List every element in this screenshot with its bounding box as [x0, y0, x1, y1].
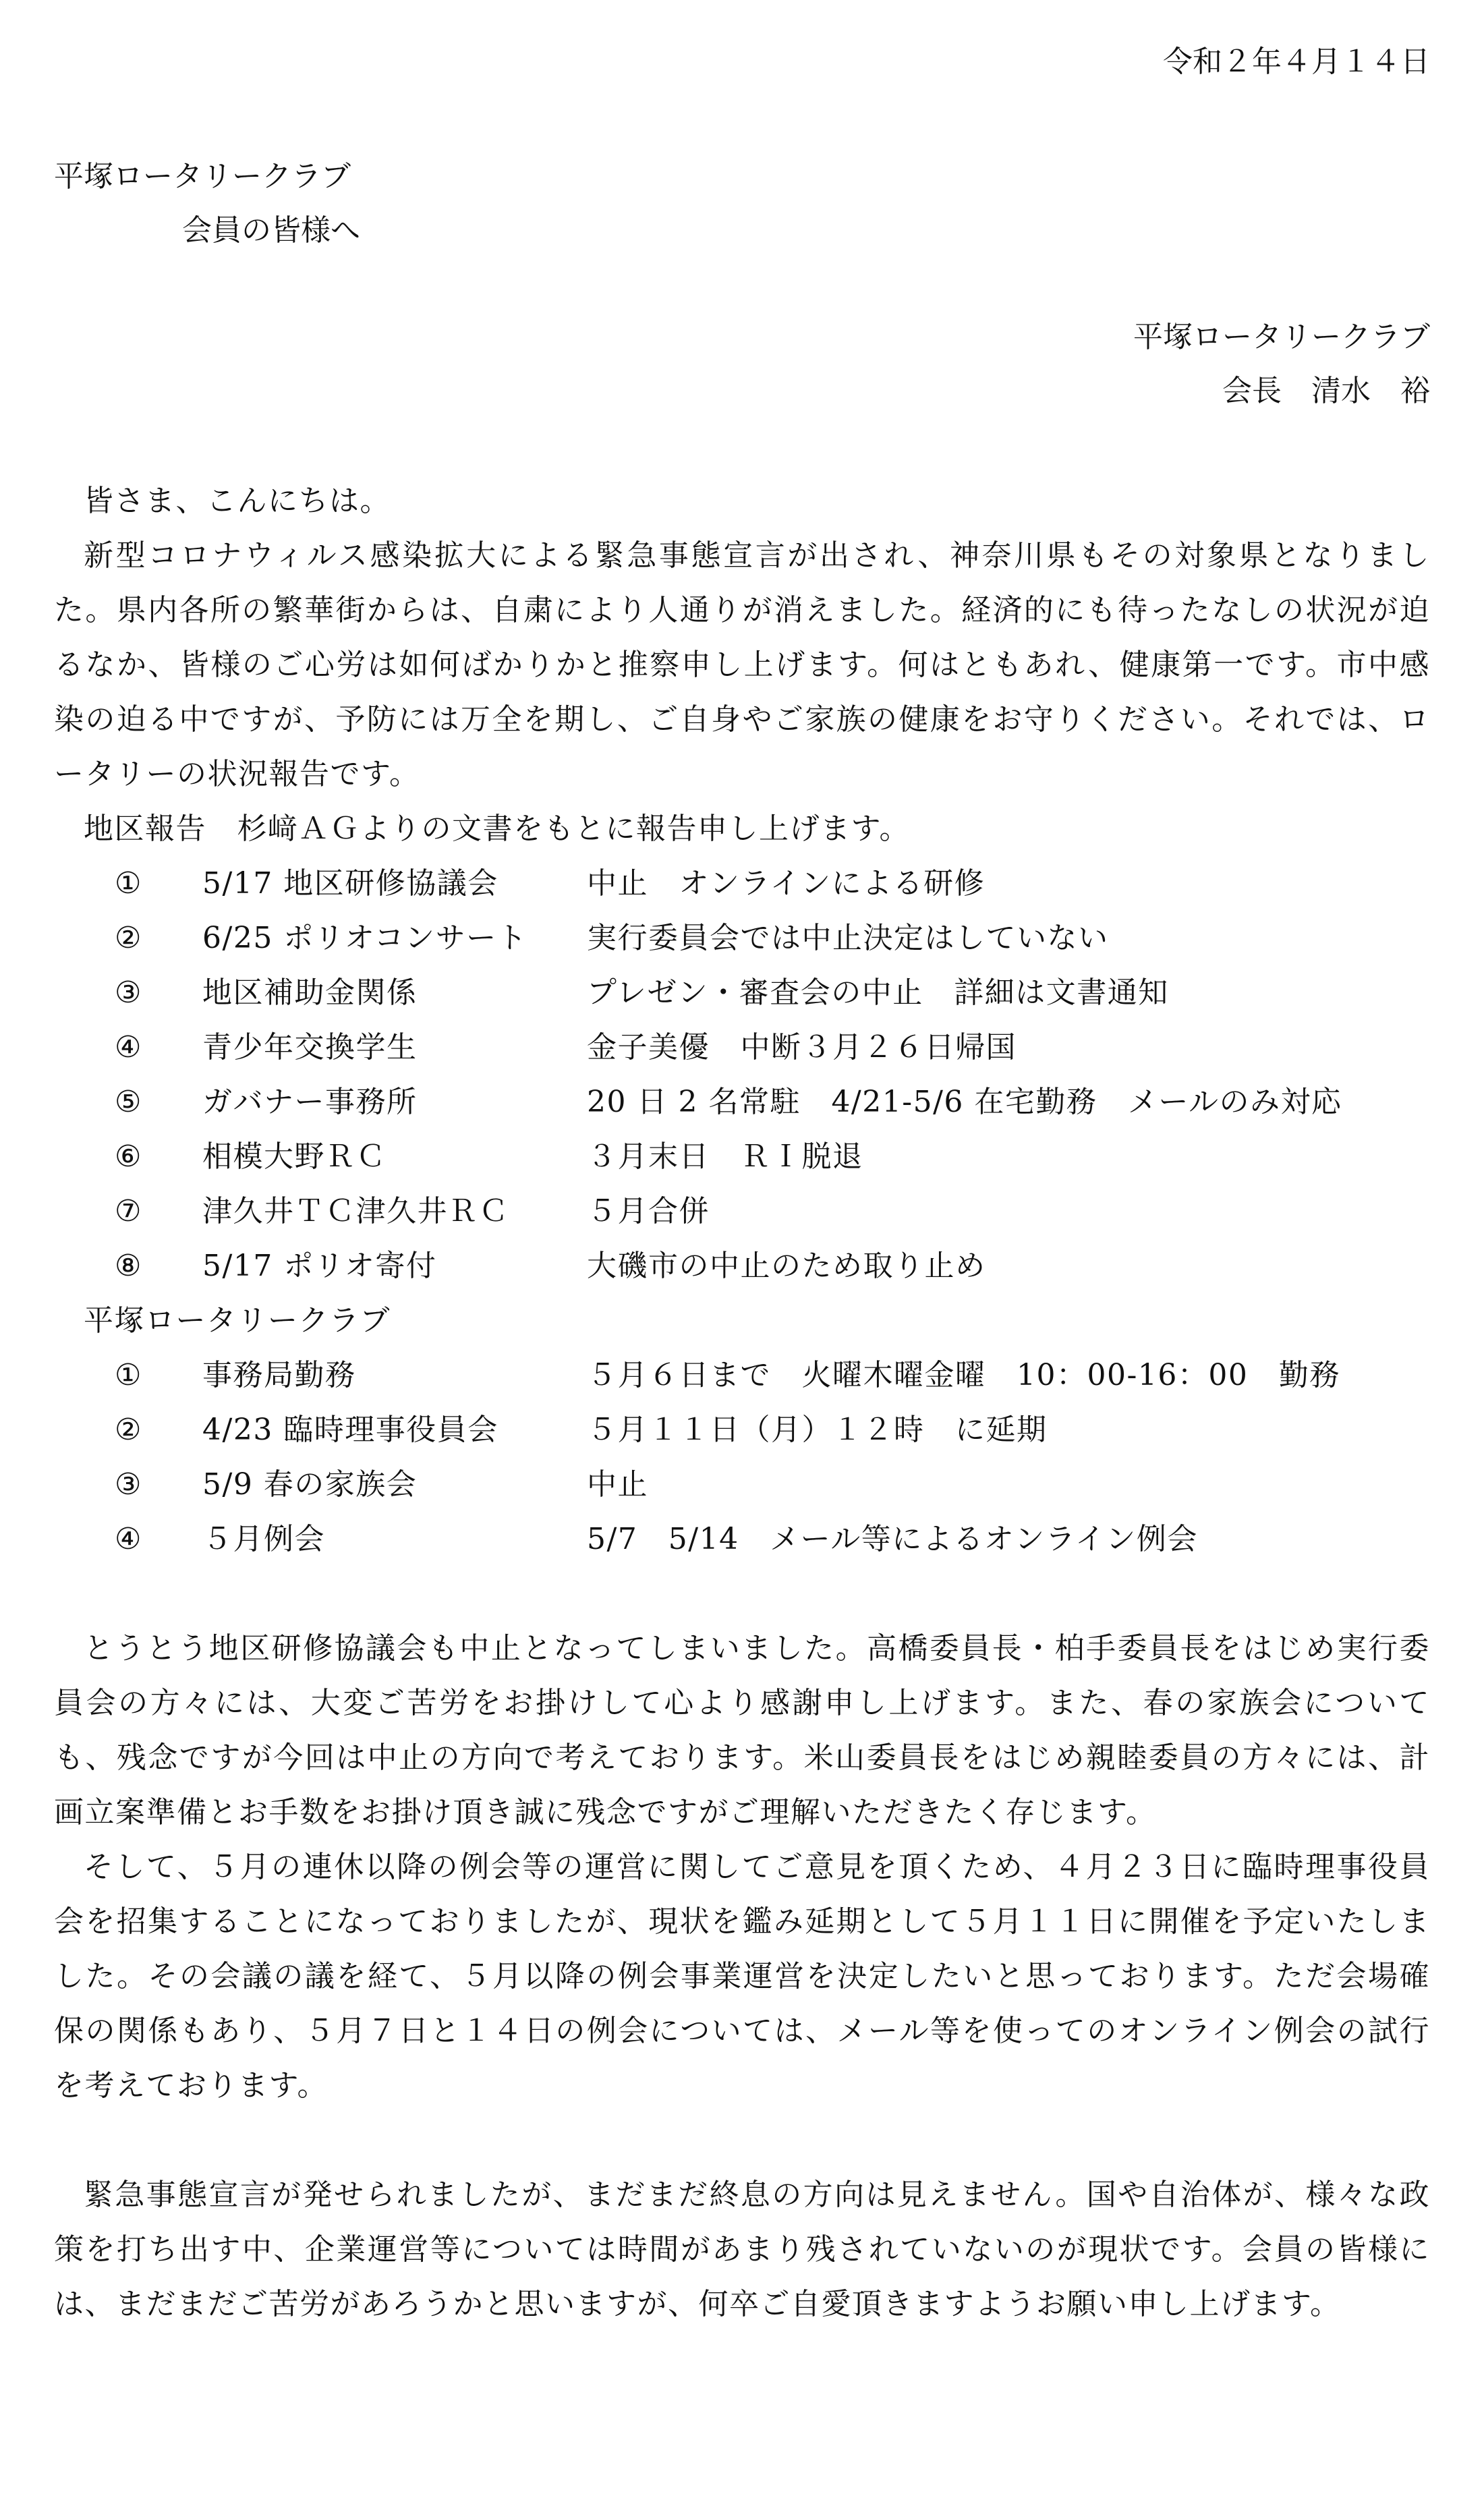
item-detail: ５月合併: [587, 1194, 710, 1228]
addressee-to: 会員の皆様へ: [182, 213, 360, 248]
item-detail: 中止 オンラインによる研修: [587, 866, 986, 901]
item-number: ③: [115, 1467, 142, 1502]
closing-paragraph-3: 緊急事態宣言が発せられましたが、まだまだ終息の方向は見えません。国や自治体が、様々な政策を打ち出す中、企業運営等については時間があまり残されていないのが現状です。会員の皆様には、まだまだご苦労があろうかと思いますが、何卒ご自愛頂きますようお願い申し上げます。: [54, 2178, 1430, 2321]
spacer: [54, 1566, 1430, 1621]
sender-name: 会長 清水 裕: [1222, 374, 1430, 408]
item-detail: ５月６日まで 火曜木曜金曜 10：00-16：00 勤務: [587, 1358, 1340, 1392]
item-number: ④: [115, 1030, 142, 1065]
addressee-block: [54, 150, 360, 258]
district-report-heading: 地区報告 杉﨑ＡＧよりの文書をもとに報告申し上げます。: [84, 812, 910, 846]
item-detail: プレゼン・審査会の中止 詳細は文書通知: [587, 975, 1169, 1010]
item-number: ④: [115, 1522, 142, 1556]
item-title: ５月例会: [202, 1522, 325, 1556]
list-item: [54, 1075, 1430, 1129]
item-title: 5/17 ポリオ寄付: [202, 1249, 437, 1283]
club-report-list: [54, 1348, 1430, 1566]
list-item: [54, 911, 1430, 965]
letter-body: [54, 474, 1430, 2331]
district-report-list: [54, 856, 1430, 1293]
item-detail: ５月１１日（月）１２時 に延期: [587, 1413, 1048, 1447]
list-item: [54, 1184, 1430, 1239]
item-detail: 5/7 5/14 メール等によるオンライン例会: [587, 1522, 1198, 1556]
item-detail: 金子美優 中断３月２６日帰国: [587, 1030, 1017, 1065]
item-detail: 実行委員会では中止決定はしていない: [587, 921, 1109, 955]
item-number: ⑦: [115, 1194, 142, 1228]
closing-paragraph-1: とうとう地区研修協議会も中止となってしまいました。高橋委員長・柏手委員長をはじめ実行委員会の方々には、大変ご苦労をお掛けして心より感謝申し上げます。また、春の家族会についても、残念ですが今回は中止の方向で考えております。米山委員長をはじめ親睦委員の方々には、計画立案準備とお手数をお掛け頂き誠に残念ですがご理解いただきたく存じます。: [54, 1631, 1430, 1830]
list-item: [54, 856, 1430, 911]
item-title: 4/23 臨時理事役員会: [202, 1413, 498, 1447]
list-item: [54, 1512, 1430, 1566]
item-title: 相模大野ＲＣ: [202, 1139, 387, 1174]
greeting: 皆さま、こんにちは。: [84, 484, 391, 518]
item-detail: 大磯市の中止のため取り止め: [587, 1249, 986, 1283]
item-number: ①: [115, 1358, 142, 1392]
item-number: ⑤: [115, 1085, 142, 1119]
item-number: ②: [115, 1413, 142, 1447]
list-item: [54, 965, 1430, 1020]
closing-paragraph-2: そして、５月の連休以降の例会等の運営に関してご意見を頂くため、４月２３日に臨時理事役員会を招集することになっておりましたが、現状を鑑み延期として５月１１日に開催を予定いたしました。その会議の議を経て、５月以降の例会事業運営を決定したいと思っております。ただ会場確保の関係もあり、５月７日と１４日の例会については、メール等を使ってのオンライン例会の試行を考えております。: [54, 1850, 1430, 2103]
letter-document: [54, 0, 1430, 2496]
item-number: ①: [115, 866, 142, 901]
addressee-org: 平塚ロータリークラブ: [54, 159, 351, 194]
list-item: [54, 1020, 1430, 1075]
list-item: [54, 1402, 1430, 1457]
spacer: [54, 2113, 1430, 2167]
item-number: ⑧: [115, 1249, 142, 1283]
item-title: 地区補助金関係: [202, 975, 418, 1010]
letter-date: 令和２年４月１４日: [1163, 45, 1430, 79]
item-title: ガバナー事務所: [202, 1085, 418, 1119]
list-item: [54, 1239, 1430, 1293]
item-number: ③: [115, 975, 142, 1010]
list-item: [54, 1348, 1430, 1402]
item-detail: 中止: [587, 1467, 648, 1502]
intro-paragraph: 新型コロナウィルス感染拡大による緊急事態宣言が出され、神奈川県もその対象県となりました。県内各所の繁華街からは、自粛により人通りが消えました。経済的にも待ったなしの状況が迫るなか、皆様のご心労は如何ばかりかと推察申し上げます。何はともあれ、健康第一です。市中感染の迫る中ですが、予防には万全を期し、ご自身やご家族の健康をお守りください。それでは、ロータリーの状況報告です。: [54, 538, 1430, 791]
club-report-heading: 平塚ロータリークラブ: [84, 1303, 391, 1338]
sender-block: [1133, 310, 1430, 418]
item-title: 5/17 地区研修協議会: [202, 866, 498, 901]
item-title: 事務局勤務: [202, 1358, 356, 1392]
item-detail: 20 日 2 名常駐 4/21-5/6 在宅勤務 メールのみ対応: [587, 1085, 1342, 1119]
item-title: 津久井ＴＣ津久井ＲＣ: [202, 1194, 509, 1228]
item-detail: ３月末日 ＲＩ脱退: [587, 1139, 863, 1174]
item-title: 青少年交換学生: [202, 1030, 418, 1065]
item-title: 6/25 ポリオコンサート: [202, 921, 528, 955]
item-title: 5/9 春の家族会: [202, 1467, 418, 1502]
list-item: [54, 1457, 1430, 1512]
sender-org: 平塚ロータリークラブ: [1133, 320, 1430, 354]
list-item: [54, 1129, 1430, 1184]
item-number: ②: [115, 921, 142, 955]
item-number: ⑥: [115, 1139, 142, 1174]
